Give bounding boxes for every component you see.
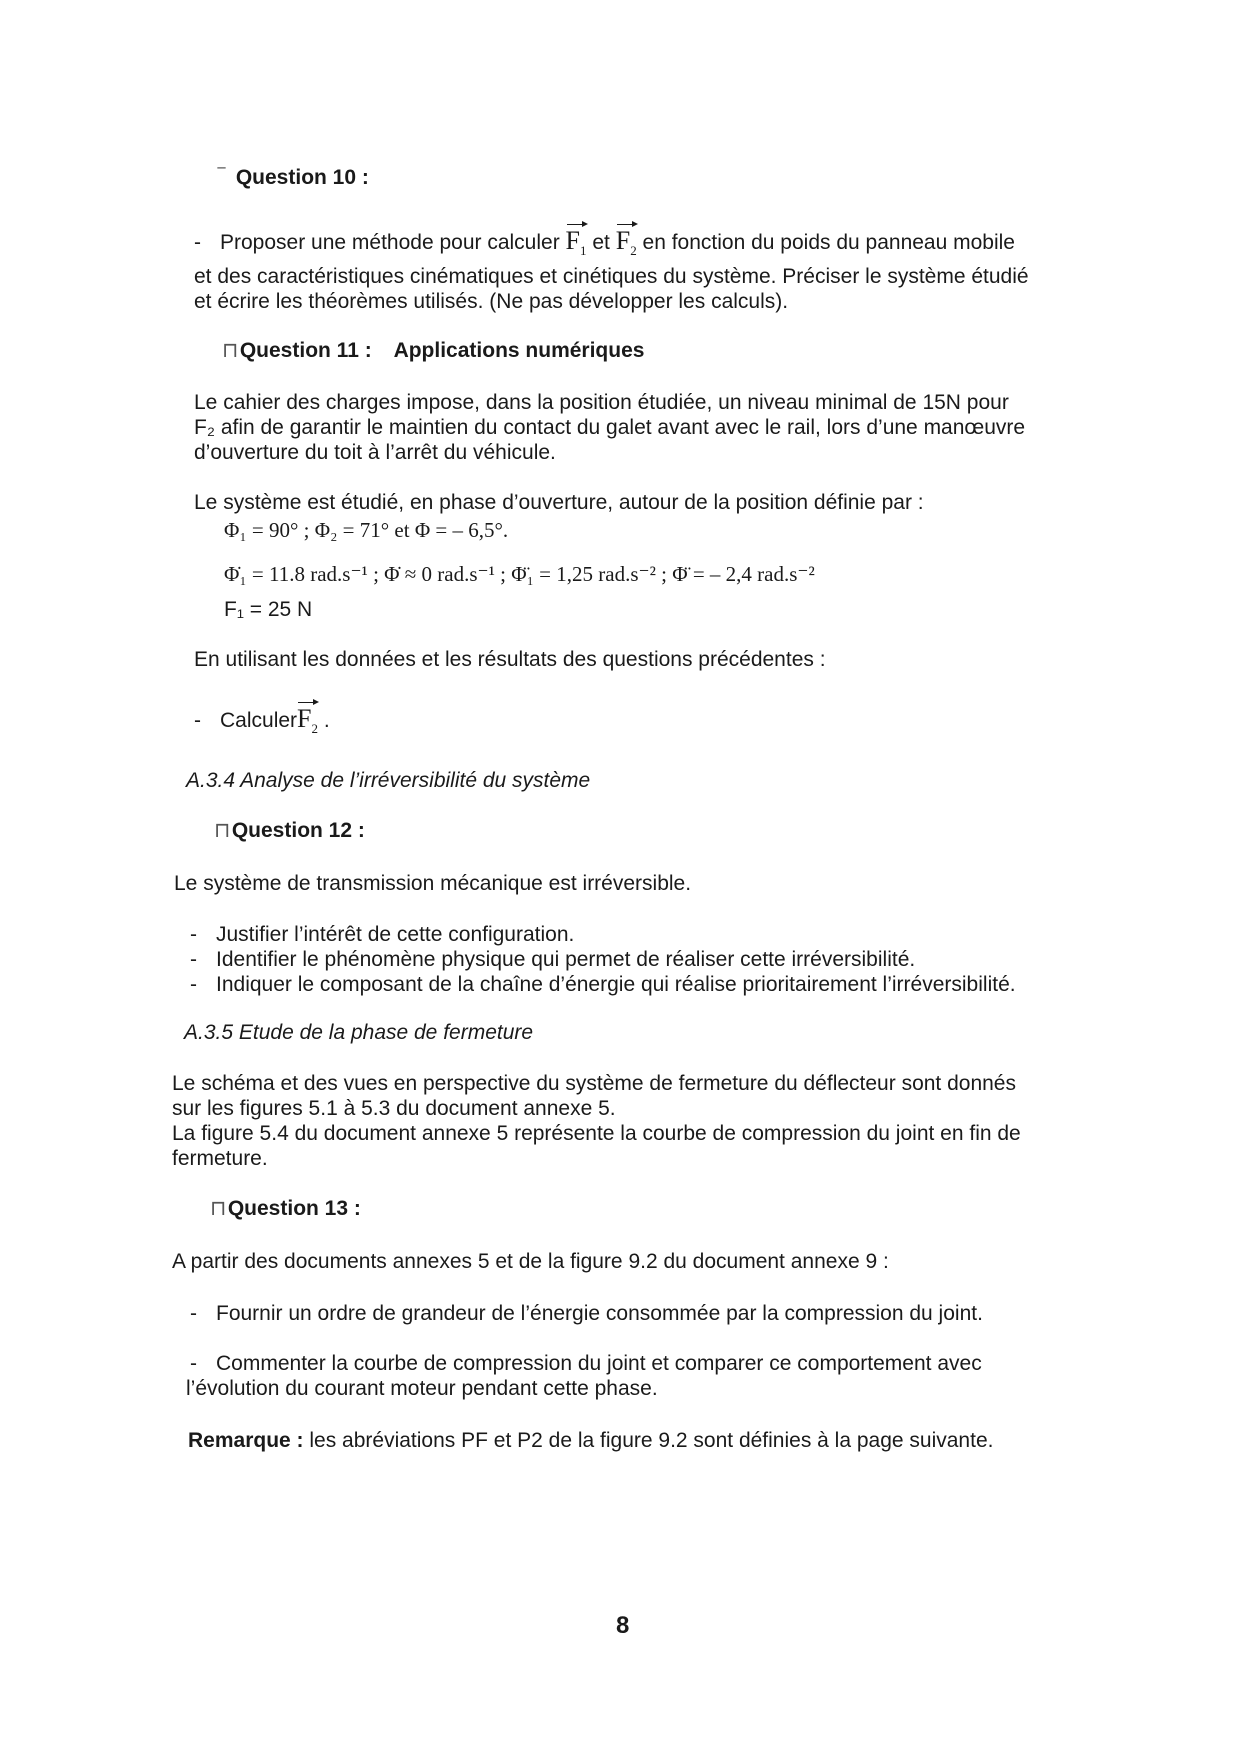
q11-para3: En utilisant les données et les résultats des questions précédentes : bbox=[194, 648, 826, 671]
bullet-dash: - bbox=[190, 1352, 197, 1375]
q13-remark bbox=[188, 1428, 993, 1453]
q13-item2-text: Commenter la courbe de compression du joint et comparer ce comportement avec bbox=[216, 1352, 982, 1375]
q12-item-1 bbox=[190, 922, 574, 947]
q11-para1-l1: Le cahier des charges impose, dans la position étudiée, un niveau minimal de 15N pour bbox=[194, 391, 1009, 414]
q11-calc bbox=[194, 706, 330, 741]
q13-item-2 bbox=[190, 1351, 982, 1376]
q13-marker: ⊓ bbox=[210, 1197, 227, 1220]
q10-marker: ‾ bbox=[218, 166, 225, 189]
bullet-dash: - bbox=[194, 231, 201, 254]
q13-item-2-cont: l’évolution du courant moteur pendant cette phase. bbox=[186, 1377, 658, 1400]
q10-line2: et des caractéristiques cinématiques et cinétiques du système. Préciser le système étudié bbox=[194, 265, 1029, 288]
page-number: 8 bbox=[616, 1612, 630, 1639]
remark-label: Remarque : bbox=[188, 1429, 304, 1452]
q11-marker: ⊓ bbox=[222, 339, 239, 362]
bullet-dash: - bbox=[194, 709, 201, 732]
section-a34-title: A.3.4 Analyse de l’irréversibilité du système bbox=[186, 769, 591, 792]
q10-text-b: en fonction du poids du panneau mobile bbox=[642, 231, 1015, 254]
q10-text-a: Proposer une méthode pour calculer bbox=[220, 231, 560, 254]
q11-heading-text: Question 11 : bbox=[239, 339, 372, 362]
bullet-dash: - bbox=[190, 948, 197, 971]
bullet-dash: - bbox=[190, 1302, 197, 1325]
fermeture-l2: sur les figures 5.1 à 5.3 du document annexe 5. bbox=[172, 1097, 616, 1120]
q11-para2: Le système est étudié, en phase d’ouverture, autour de la position définie par : bbox=[194, 491, 924, 514]
bullet-dash: - bbox=[190, 923, 197, 946]
q11-eq1: Φ₁ = 90° ; Φ₂ = 71° et Φ = – 6,5°. bbox=[224, 518, 509, 542]
q10-line3: et écrire les théorèmes utilisés. (Ne pas développer les calculs). bbox=[194, 290, 789, 313]
q11-heading bbox=[222, 338, 644, 363]
vector-f1: $F_1$ bbox=[566, 228, 587, 263]
bullet-dash: - bbox=[190, 973, 197, 996]
q12-heading bbox=[214, 818, 365, 843]
q13-intro: A partir des documents annexes 5 et de la figure 9.2 du document annexe 9 : bbox=[172, 1250, 889, 1273]
fermeture-l1: Le schéma et des vues en perspective du système de fermeture du déflecteur sont donnés bbox=[172, 1072, 1016, 1095]
q10-line1 bbox=[194, 228, 1074, 263]
q12-heading-text: Question 12 : bbox=[231, 819, 365, 842]
vector-f2: $F_2$ bbox=[297, 706, 318, 741]
remark-text: les abréviations PF et P2 de la figure 9.2 sont définies à la page suivante. bbox=[309, 1429, 994, 1452]
q11-para1-l3: d’ouverture du toit à l’arrêt du véhicule. bbox=[194, 441, 556, 464]
q12-intro: Le système de transmission mécanique est irréversible. bbox=[174, 872, 692, 895]
q11-para1-l2: F₂ afin de garantir le maintien du contact du galet avant avec le rail, lors d’une manœuvre bbox=[194, 416, 1026, 439]
q13-heading-text: Question 13 : bbox=[227, 1197, 361, 1220]
q12-item-3 bbox=[190, 972, 1016, 997]
q12-marker: ⊓ bbox=[214, 819, 231, 842]
q12-item-text: Identifier le phénomène physique qui permet de réaliser cette irréversibilité. bbox=[216, 948, 916, 971]
q11-calc-text: Calculer bbox=[220, 709, 298, 732]
q10-text-et: et bbox=[592, 231, 610, 254]
section-a35-title: A.3.5 Etude de la phase de fermeture bbox=[184, 1021, 534, 1044]
q12-item-text: Indiquer le composant de la chaîne d’énergie qui réalise prioritairement l’irréversibilité. bbox=[216, 973, 1016, 996]
fermeture-l3: La figure 5.4 du document annexe 5 représente la courbe de compression du joint en fin de bbox=[172, 1122, 1021, 1145]
q13-heading bbox=[210, 1196, 361, 1221]
vector-f2: $F_2$ bbox=[616, 228, 637, 263]
fermeture-l4: fermeture. bbox=[172, 1147, 268, 1170]
q13-item-1 bbox=[190, 1301, 983, 1326]
q11-calc-end: . bbox=[323, 709, 330, 732]
q11-eq2: Φ̇₁ = 11.8 rad.s⁻¹ ; Φ̇ ≈ 0 rad.s⁻¹ ; Φ̈₁ = 1,25 rad.s⁻² ; Φ̈ = – 2,4 rad.s⁻² bbox=[224, 562, 815, 586]
q10-heading bbox=[218, 166, 369, 190]
q13-item1-text: Fournir un ordre de grandeur de l’énergie consommée par la compression du joint. bbox=[216, 1302, 983, 1325]
q11-subtitle: Applications numériques bbox=[393, 339, 645, 362]
q12-item-2 bbox=[190, 947, 915, 972]
q11-eq3: F₁ = 25 N bbox=[224, 598, 313, 621]
q12-item-text: Justifier l’intérêt de cette configuration. bbox=[216, 923, 575, 946]
q10-heading-text: Question 10 : bbox=[235, 166, 369, 189]
